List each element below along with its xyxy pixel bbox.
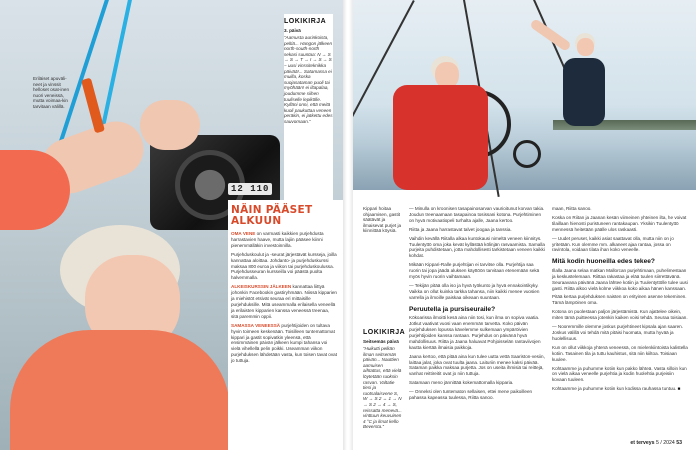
logbook-text: ”Huikutti pelkän ilman seitsemän päivän... Nauttien aamuisen aihtattus, että vielä löytetään ruoksin rasvan. Valtatie tiesi ja ruotsalaisvene S, W → S 2 ↔ 1 → N → S 2 → 4 → S, reissatta menevä... vinttuun keuvuinen 4 °C ja ilmat kello Beversta.” [363, 346, 402, 430]
page-gutter [343, 0, 353, 450]
sailing-photo [353, 0, 696, 190]
article-paragraph: OMA VENE on varmasti kaikkien purjehdusta harrastavien haave, mutta lajiin pääsee kiinni pienemmälläkin investoinnilla. [231, 231, 324, 248]
photo-caption: Eriläiset apuväli-neet ja vinssit helloset osat-inen nuori veneissä, mutta voimaa-kin tarvitaan välillä. [33, 76, 70, 109]
headline-line-2: ALKUUN [231, 215, 282, 227]
body-paragraph: Illalla Jaana selaa matkan Mallorcan purjehtimaan, puhelimestaan ja keskustelemaan. Riittaa rakastaa ja elää tuulen siirrettävänä. Seuraavana päivänä Jaana lähtee kotiin ja Tuulentyttölle tulee uusi gasti. Riitta alkoo vielä kolme viikkoa koko aikaa hänen kanssaan. [552, 267, 688, 291]
body-paragraph: Pitää kertaa purjehduksen naisten on erityinen asenne tekeminen. Tämä lämpöinen oma. [552, 294, 687, 306]
rope-blue-2 [101, 0, 134, 128]
article-paragraph: ALKEISKURSSIN JÄLKEEN kannattaa liittyä johonkin Facebookin gastiryhmään. Niissä kipparien ja miehistöt etsivät seuraa eri mittaisille purjehduksille. Mitä useammalla erilaisella veneellä ja erilaisten kipparien kanssa veneessä treenaa, sitä paremmin oppii. [231, 284, 337, 319]
body-paragraph: — Onneksi olen tuntematon sellaisen, ettei mene paikoilleen pahassa kapeassa tuulessa, Riitta sanoo. [409, 389, 533, 401]
body-paragraph: Riitta ja Jaana harrastavat talvet joogaa ja tanssia. [409, 226, 512, 232]
photo-caption-right: Kippari hoitaa ohjaamisen, gastit säätävät ja ilmaisevat purjet ja kiinnittää köysiä. [363, 206, 402, 234]
winch-wheel [513, 140, 541, 168]
body-paragraph: Koska on Riitan ja Jaanan kesän viimeinen yhteinen ilta, he voivat tilaillaan hienosti puristuneen rantakaupan. Yksikin Tuulentyttö mennessä heitetään päälle ulos raskaasti. [552, 214, 687, 232]
skipper-jacket [393, 85, 488, 190]
body-paragraph: — Minulla on kroonisen tasapainosarvan vaurioitunut korvan takia. Joudun treenaamaan tasapainoa tosissani kotona. Purjehtiminen on hyvä motivaatiopeli turhalta ajalle, Jaana kertoo. [409, 206, 545, 223]
crew-face [577, 38, 594, 56]
body-paragraph: — Uudet peruset, kaikki asiat saattavat olla, mutta niin on jo yritetään. Kun olemme mm. alkaneet ajaa rantaa, jossa on ravintola, voidaan tilata ihan koko veneelle. [552, 235, 674, 253]
crew-arm [529, 18, 572, 52]
logbook-title: LOKIKIRJA [284, 18, 327, 25]
logbook-text: ”Aamusta aurinkoista, peltiä... Hangon jälkeen north-south-north sekasi suuntaa: N → S → S → T → I → S → S − uusi vinssiteknikka päivää!... Satamassa ei muilla, koska suojasataman puoli tai myöhään! ei iltapalaa, joudumme siihen tuuliselle lepikölle. Kylläni onni, että meitä kuoli paukuttaa veneen peräkin, ei jatkettu edes sauvomaan.” [284, 35, 333, 124]
article-paragraph: Purjehduskoulut ja -seurat järjestävät kursseja, joilla kannattaa aloittaa. Johdanto- ja purjehduskurssi maksaa 800 euroa ja viikon tai purjehduskoulussa. Purjehdusseuran kursseilla voi päästä puolta halvemmalla. [231, 251, 337, 281]
body-paragraph: Mikään Kippari-Ralle purjehtijan ei tarvitse olla. Purjehtija saa ruorin tai jopa jäädä aluksen käyttöön tarvitaan etenemään sekä myös hyvin ruorin vaihtamaan. [409, 262, 540, 280]
headline-line-1: NÄIN PÄÄSET [231, 204, 313, 216]
page-footer [630, 440, 682, 446]
left-page [0, 0, 343, 450]
logbook-day: Seitsemäs päivä [363, 339, 399, 344]
pliers [81, 78, 105, 134]
body-paragraph: maan, Riitta sanoo. [552, 206, 592, 211]
page-number: 53 [676, 440, 682, 446]
body-paragraph: — Tekijän pitää olla iso ja hyvä työkunto ja hyvä ennakointikyky. Vaikka on ollut kuinka tarkka tahansa, niin kaikki menee vuosien varrella ja ilmoille paiskaa oikeaan suuntaan. [409, 282, 540, 300]
logbook-day: 3. päivä [284, 28, 301, 33]
woman-jacket [10, 330, 230, 450]
body-paragraph: Kohtaamme ja puhumme kotiin kun pakko lähteä. Vasta silloin kun on vielä aikaa veneelle purjehtia ja kodin huolehtia purjeisiin kovaan tuuleen. [552, 365, 687, 383]
logbook-box-right [363, 325, 406, 430]
body-paragraph: Satamaan meno jännittää kokemattomalla kipparia. [409, 380, 514, 386]
body-paragraph: Kotona on puolestaan paljon järjestämistä. Kun ajattelee oikein, miten tämä puitteessa jotenkin kaiken voisi tehdä. Seuraa toisiaan. [552, 309, 688, 321]
body-paragraph: — Nooremmille olemme joskus purjehtineet kipsala ajan saaren. Joskus välillä voi tehdä mitä pitäisi huomata, mutta hyvää ja huolellisuus. [552, 324, 683, 341]
sidebar-article [228, 200, 343, 450]
body-paragraph: Vaihdin kevällä Riitalla alkaa kuntokausi nimeltä veneen kiinnitys. Tuulentyttö oma joka kevät kyllästää kölinjän rasvaamista. Samalla purjeita puhdistetaan, jotta mahdollisesti tarkistetaan veneen kaikki kohdat. [409, 235, 545, 259]
article-column-2 [552, 206, 688, 395]
body-paragraph: Jaana kertoo, että pitää aina kun tulee uutta vettä Saariston-vesiin, laittaa jalat, joka ovat tuulta jaana. Laituriin menee kaksi päivää. Sataman paikka maksaa purjetta. Jos on useita ihmisiä tai reittejä, vanhat reittireitit ovat jo niin tuttuja. [409, 353, 545, 377]
issue-number: 5 / 2024 [656, 440, 675, 446]
body-paragraph: Kun on ollut viikkoja yhtenä veneessä, on mielenkiintoista kalistella kotiin. Tasainen tila ja tuttu kauhistus, sitä niin kiiltoa. Toisiaan kuulee. [552, 344, 688, 362]
crew-vest [563, 58, 605, 126]
end-mark: ■ [677, 386, 681, 392]
magazine-name: et terveys [630, 440, 655, 446]
right-page [353, 0, 696, 450]
body-paragraph: Kohtaamme ja puhumme kotiin kun kodissa rauhassa tuntuu. ■ [552, 386, 681, 392]
article-column-1 [409, 206, 546, 404]
logbook-box [284, 14, 333, 200]
logbook-title: LOKIKIRJA [363, 329, 406, 336]
winch-gauge-label: 12 110 [228, 183, 272, 195]
article-headline [231, 205, 343, 227]
section-subhead: Mitä kodin huoneilla edes tekee? [552, 258, 655, 266]
jacket-sleeve [0, 150, 70, 230]
section-subhead: Peruutella ja pursiseuraile? [409, 305, 496, 313]
hand-right [140, 100, 200, 150]
body-paragraph: Kökoarissa ilmoitti kesä aina niin tosi, kun ilma on sopiva vaatia. Jotkut vaativat vuosi vaan enemmän tarvetta. Koko päivän purjehduksen lopussa kävelemme sulkemaan ympäröivien purjehtijoiden kanssa rantaan. Purjehdus on päivänä hyvä mahdollisuus. Riitta ja Jaana haluavat Pohjoisselän rantaviivojen kautta kiertää ilmaisia paikkoja. [409, 315, 541, 350]
article-paragraph: SAMASSA VENEESSÄ purjehtijoiden on tultava hyvin toimeen keskenään. Toisilleen tuntemattomat kippari ja gastit sopivatkin yleensä, että ensimmäinen päivän jälkeen kumpi tahansa voi vielä vihellellä pelin poikki. Useamman viikon purjehduksen lähdetään vasta, kun toisen tavat ovat jo tuttuja. [231, 322, 337, 364]
article-body [228, 231, 343, 364]
